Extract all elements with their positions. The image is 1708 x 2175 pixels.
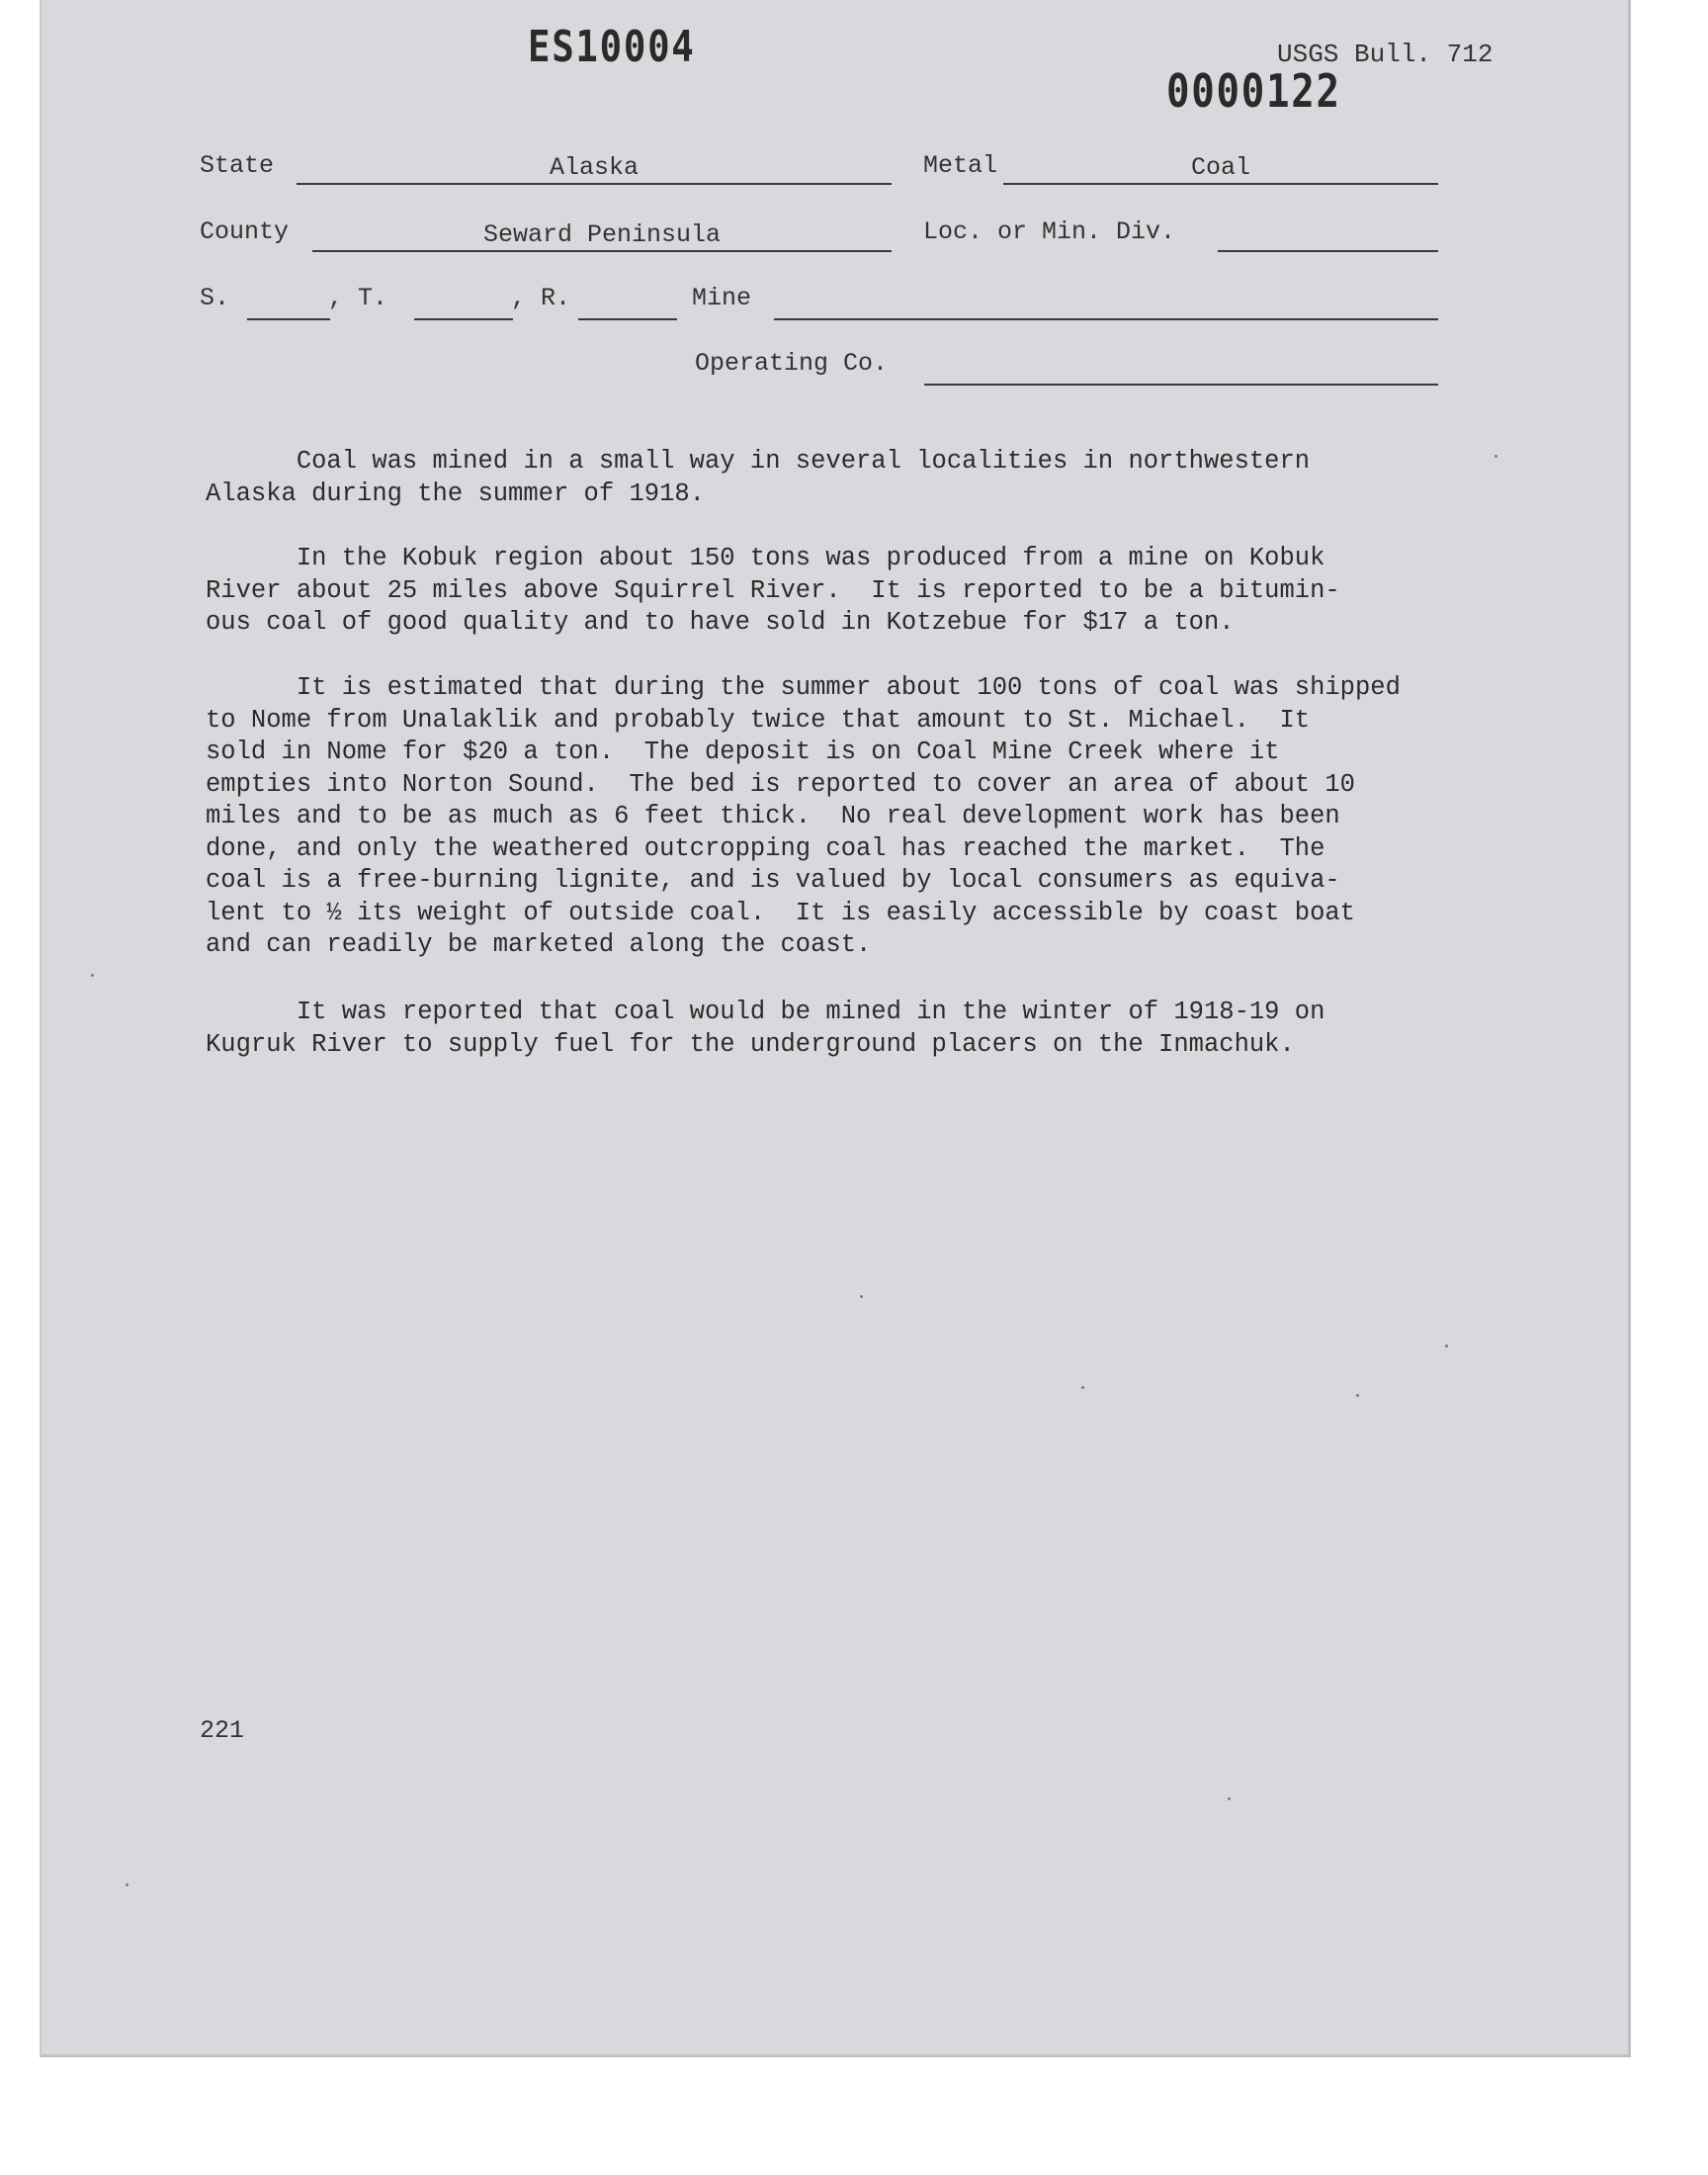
scan-speck: [126, 1883, 128, 1886]
state-field[interactable]: Alaska: [297, 153, 892, 185]
loc-label: Loc. or Min. Div.: [923, 218, 1176, 246]
page-number: 221: [200, 1716, 245, 1745]
document-stamp-right: 0000122: [1166, 64, 1341, 118]
county-label: County: [200, 218, 290, 246]
state-label: State: [200, 151, 275, 180]
township-label: , T.: [328, 284, 388, 312]
scan-speck: [860, 1295, 863, 1298]
township-field[interactable]: [414, 289, 513, 320]
scan-speck: [91, 974, 94, 977]
mine-field[interactable]: [774, 289, 1438, 320]
scan-speck: [1228, 1797, 1231, 1800]
paragraph-2: In the Kobuk region about 150 tons was produced from a mine on Kobuk River about 25 miles above Squirrel River. It is reported to be a bitumin- ous coal of good quality and to have sold in Kotzebue for $17 a ton.: [206, 544, 1340, 637]
scan-speck: [1445, 1345, 1448, 1348]
range-field[interactable]: [578, 289, 677, 320]
paragraph-1: Coal was mined in a small way in several localities in northwestern Alaska during the summer of 1918.: [206, 447, 1311, 508]
document-stamp-top: ES10004: [528, 22, 696, 72]
reference-label: USGS Bull. 712: [1277, 40, 1494, 69]
scan-speck: [1356, 1394, 1359, 1397]
section-field[interactable]: [247, 289, 330, 320]
metal-label: Metal: [923, 151, 998, 180]
scan-speck: [1494, 455, 1497, 458]
loc-field[interactable]: [1218, 220, 1438, 252]
operating-co-label: Operating Co.: [695, 349, 889, 378]
scan-speck: [1081, 1386, 1084, 1389]
range-label: , R.: [511, 284, 571, 312]
county-field[interactable]: Seward Peninsula: [312, 220, 892, 252]
mine-label: Mine: [692, 284, 752, 312]
metal-field[interactable]: Coal: [1003, 153, 1438, 185]
operating-co-field[interactable]: [924, 354, 1438, 386]
section-label: S.: [200, 284, 230, 312]
paragraph-3: It is estimated that during the summer about 100 tons of coal was shipped to Nome from Unalaklik and probably twice that amount to St. Michael. It sold in Nome for $20 a ton. The deposit is on Coal Mine Creek where it empties into Norton Sound. The bed is reported to cover an area of about 10 miles and to be as much as 6 feet thick. No real development work has been done, and only the weathered outcropping coal has reached the market. The coal is a free-burning lignite, and is valued by local consumers as equiva- lent to ½ its weight of outside coal. It is easily accessible by coast boat and can readily be marketed along the coast.: [206, 673, 1401, 959]
paragraph-4: It was reported that coal would be mined in the winter of 1918-19 on Kugruk River to supply fuel for the underground placers on the Inmachuk.: [206, 998, 1325, 1059]
document-sheet: [40, 0, 1631, 2057]
